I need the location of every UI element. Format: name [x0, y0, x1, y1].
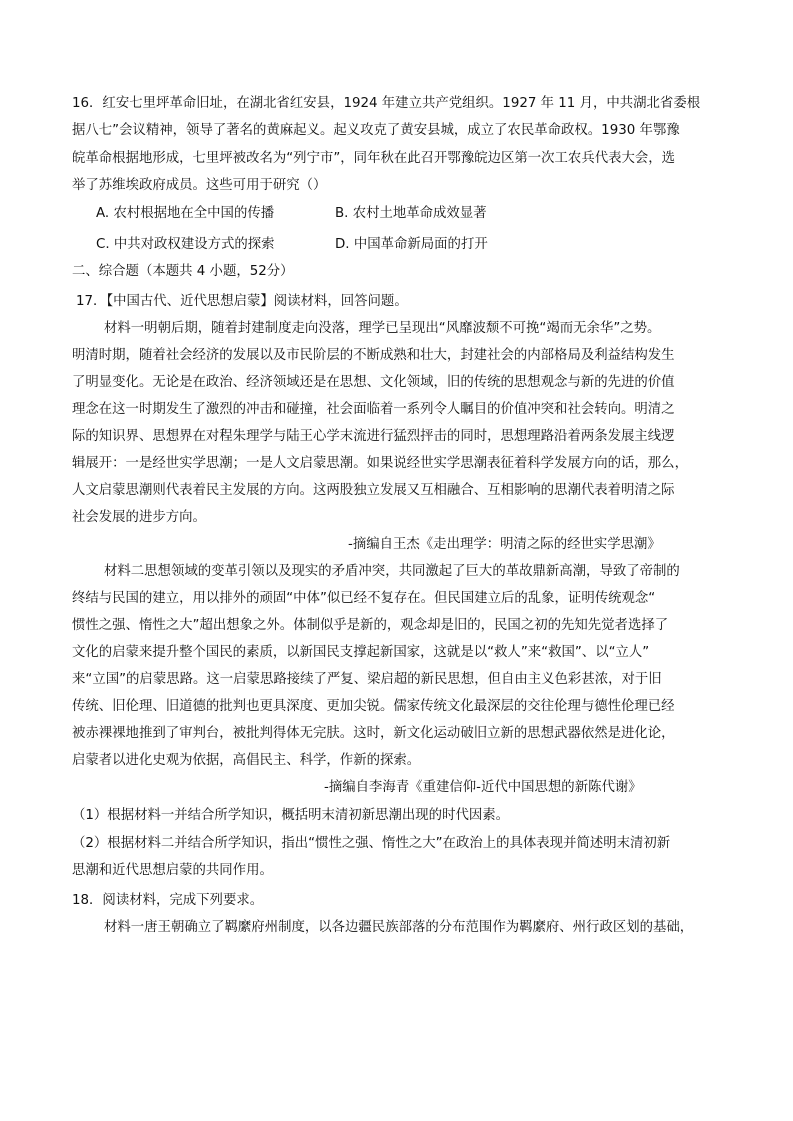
q17-source-2: -摘编自李海青《重建信仰-近代中国思想的新陈代谢》: [324, 780, 642, 795]
q17-material2-line-5: 来“立国”的启蒙思路。这一启蒙思路接续了严复、梁启超的新民思想，但自由主义色彩甚浓，对于旧: [72, 672, 662, 687]
q17-material2-line-2: 终结与民国的建立，用以排外的顽固“中体”似已经不复存在。但民国建立后的乱象，证明传统观念“: [72, 591, 656, 606]
q17-stem: 17．【中国古代、近代思想启蒙】阅读材料，回答问题。: [76, 294, 408, 309]
q17-material1-line-3: 了明显变化。无论是在政治、经济领域还是在思想、文化领域，旧的传统的思想观念与新的先进的价值: [72, 375, 675, 390]
q17-material1-line-2: 明清时期，随着社会经济的发展以及市民阶层的不断成熟和壮大，封建社会的内部格局及利益结构发生: [72, 348, 675, 363]
q17-material2-line-8: 启蒙者以进化史观为依据，高倡民主、科学，作新的探索。: [72, 753, 421, 768]
q16-option-a[interactable]: A. 农村根据地在全中国的传播: [96, 206, 275, 221]
q16-line-4: 举了苏维埃政府成员。这些可用于研究（）: [72, 178, 327, 193]
q17-material1-line-8: 社会发展的进步方向。: [72, 510, 206, 525]
q17-material2-line-4: 文化的启蒙来提升整个国民的素质，以新国民支撑起新国家，这就是以“救人”来“救国”、以“立人”: [72, 645, 650, 660]
q17-subquestion-1: （1）根据材料一并结合所学知识，概括明末清初新思潮出现的时代因素。: [72, 808, 510, 823]
q16-line-1: 16．红安七里坪革命旧址，在湖北省红安县，1924 年建立共产党组织。1927 年 11 月，中共湖北省委根: [72, 96, 701, 111]
q18-material1-line-1: 材料一唐王朝确立了羁縻府州制度，以各边疆民族部落的分布范围作为羁縻府、州行政区划的基础，: [104, 920, 694, 935]
q18-stem: 18．阅读材料，完成下列要求。: [72, 893, 264, 908]
q16-option-c[interactable]: C. 中共对政权建设方式的探索: [96, 237, 275, 252]
q17-material2-line-3: 惯性之强、惰性之大”超出想象之外。体制似乎是新的，观念却是旧的，民国之初的先知先觉者选择了: [72, 618, 669, 633]
q17-subquestion-2-line-1: （2）根据材料二并结合所学知识，指出“惯性之强、惰性之大”在政治上的具体表现并简述明末清初新: [72, 836, 671, 851]
q17-material2-line-7: 被赤裸裸地推到了审判台，被批判得体无完肤。这时，新文化运动破旧立新的思想武器依然是进化论，: [72, 726, 675, 741]
q16-option-d[interactable]: D. 中国革命新局面的打开: [335, 237, 488, 252]
q17-material1-line-4: 理念在这一时期发生了激烈的冲击和碰撞，社会面临着一系列令人瞩目的价值冲突和社会转向。明清之: [72, 402, 675, 417]
q17-source-1: -摘编自王杰《走出理学：明清之际的经世实学思潮》: [348, 537, 661, 552]
q17-material2-line-1: 材料二思想领域的变革引领以及现实的矛盾冲突，共同激起了巨大的革故鼎新高潮，导致了帝制的: [104, 564, 680, 579]
q16-line-3: 皖革命根据地形成，七里坪被改名为“列宁市”，同年秋在此召开鄂豫皖边区第一次工农兵代表大会，选: [72, 151, 676, 166]
q16-option-b[interactable]: B. 农村土地革命成效显著: [335, 206, 487, 221]
q17-material1-line-7: 人文启蒙思潮则代表着民主发展的方向。这两股独立发展又互相融合、互相影响的思潮代表着明清之际: [72, 483, 675, 498]
q17-material1-line-5: 际的知识界、思想界在对程朱理学与陆王心学末流进行猛烈抨击的同时，思想理路沿着两条发展主线逻: [72, 429, 675, 444]
section-2-heading: 二、综合题（本题共 4 小题，52分）: [72, 264, 294, 279]
q16-line-2: 据八七”会议精神，领导了著名的黄麻起义。起义攻克了黄安县城，成立了农民革命政权。1930 年鄂豫: [72, 123, 680, 138]
q17-material1-line-6: 辑展开：一是经世实学思潮；一是人文启蒙思潮。如果说经世实学思潮表征着科学发展方向的话，那么，: [72, 456, 688, 471]
q17-material1-line-1: 材料一明朝后期，随着封建制度走向没落，理学已呈现出“风靡波颓不可挽“竭而无余华”之势。: [104, 321, 661, 336]
q17-material2-line-6: 传统、旧伦理、旧道德的批判也更具深度、更加尖锐。儒家传统文化最深层的交往伦理与德性伦理已经: [72, 699, 675, 714]
q17-subquestion-2-line-2: 思潮和近代思想启蒙的共同作用。: [72, 863, 273, 878]
